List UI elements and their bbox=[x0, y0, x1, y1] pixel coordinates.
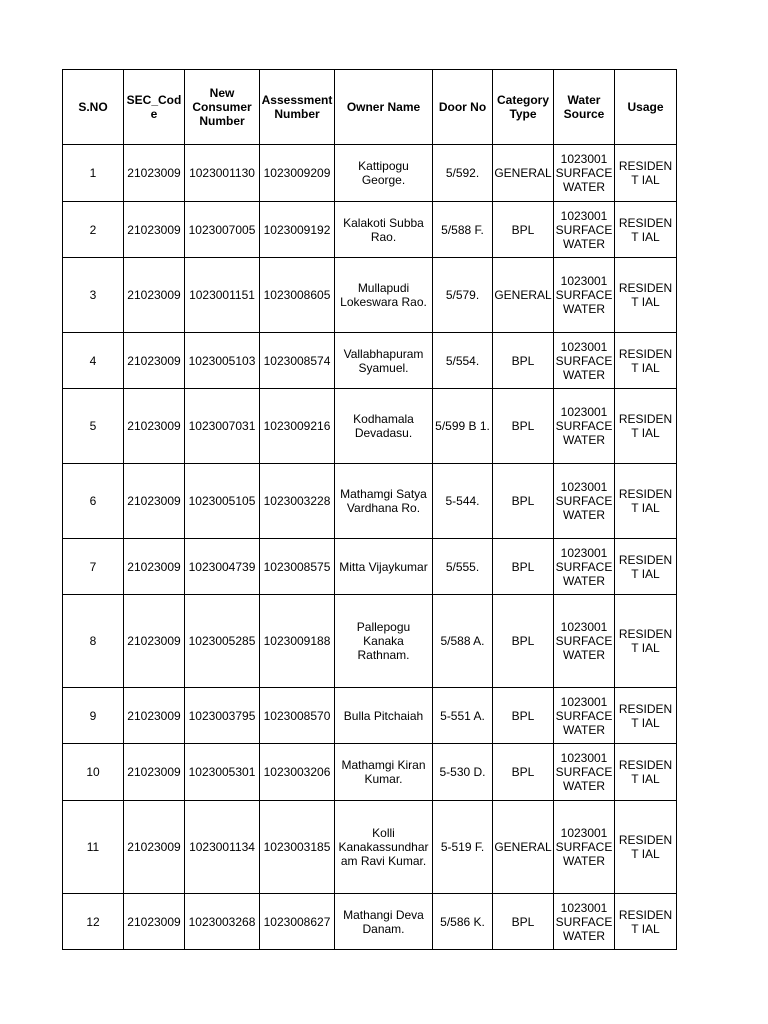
header-assessment-number: Assessment Number bbox=[260, 70, 335, 145]
sec-code-cell: 21023009 bbox=[124, 801, 185, 894]
sec-code-cell: 21023009 bbox=[124, 145, 185, 202]
sno-cell: 7 bbox=[63, 539, 124, 595]
usage-cell: RESIDENT IAL bbox=[615, 145, 677, 202]
water-source-cell: 1023001 SURFACE WATER bbox=[554, 801, 615, 894]
assessment-number-cell: 1023008570 bbox=[260, 688, 335, 744]
usage-cell: RESIDENT IAL bbox=[615, 801, 677, 894]
water-source-cell: 1023001 SURFACE WATER bbox=[554, 202, 615, 258]
usage-cell: RESIDENT IAL bbox=[615, 894, 677, 950]
sec-code-cell: 21023009 bbox=[124, 464, 185, 539]
table-row bbox=[63, 688, 677, 744]
assessment-number-cell: 1023009192 bbox=[260, 202, 335, 258]
door-no-cell: 5/592. bbox=[433, 145, 493, 202]
usage-cell: RESIDENT IAL bbox=[615, 389, 677, 464]
door-no-cell: 5-551 A. bbox=[433, 688, 493, 744]
sec-code-cell: 21023009 bbox=[124, 744, 185, 801]
table-row bbox=[63, 539, 677, 595]
header-usage: Usage bbox=[615, 70, 677, 145]
water-source-cell: 1023001 SURFACE WATER bbox=[554, 744, 615, 801]
sec-code-cell: 21023009 bbox=[124, 202, 185, 258]
sno-cell: 5 bbox=[63, 389, 124, 464]
door-no-cell: 5-530 D. bbox=[433, 744, 493, 801]
sno-cell: 3 bbox=[63, 258, 124, 333]
usage-cell: RESIDENT IAL bbox=[615, 258, 677, 333]
table-row bbox=[63, 595, 677, 688]
sec-code-cell: 21023009 bbox=[124, 688, 185, 744]
category-type-cell: BPL bbox=[493, 539, 554, 595]
category-type-cell: BPL bbox=[493, 894, 554, 950]
owner-name-cell: Kattipogu George. bbox=[335, 145, 433, 202]
records-table-container bbox=[62, 69, 676, 949]
category-type-cell: GENERAL bbox=[493, 801, 554, 894]
category-type-cell: BPL bbox=[493, 389, 554, 464]
consumer-number-cell: 1023001130 bbox=[185, 145, 260, 202]
sec-code-cell: 21023009 bbox=[124, 389, 185, 464]
door-no-cell: 5/588 F. bbox=[433, 202, 493, 258]
header-category-type: Category Type bbox=[493, 70, 554, 145]
sno-cell: 9 bbox=[63, 688, 124, 744]
owner-name-cell: Mathamgi Satya Vardhana Ro. bbox=[335, 464, 433, 539]
sno-cell: 10 bbox=[63, 744, 124, 801]
sec-code-cell: 21023009 bbox=[124, 258, 185, 333]
door-no-cell: 5/588 A. bbox=[433, 595, 493, 688]
assessment-number-cell: 1023003185 bbox=[260, 801, 335, 894]
assessment-number-cell: 1023008627 bbox=[260, 894, 335, 950]
sno-cell: 8 bbox=[63, 595, 124, 688]
sec-code-cell: 21023009 bbox=[124, 894, 185, 950]
consumer-number-cell: 1023005105 bbox=[185, 464, 260, 539]
table-row bbox=[63, 894, 677, 950]
header-sno: S.NO bbox=[63, 70, 124, 145]
owner-name-cell: Mathangi Deva Danam. bbox=[335, 894, 433, 950]
table-row bbox=[63, 258, 677, 333]
header-water-source: Water Source bbox=[554, 70, 615, 145]
table-row bbox=[63, 464, 677, 539]
header-door-no: Door No bbox=[433, 70, 493, 145]
usage-cell: RESIDENT IAL bbox=[615, 333, 677, 389]
door-no-cell: 5-544. bbox=[433, 464, 493, 539]
assessment-number-cell: 1023008575 bbox=[260, 539, 335, 595]
assessment-number-cell: 1023009188 bbox=[260, 595, 335, 688]
table-header bbox=[63, 70, 677, 145]
assessment-number-cell: 1023003206 bbox=[260, 744, 335, 801]
sno-cell: 4 bbox=[63, 333, 124, 389]
owner-name-cell: Pallepogu Kanaka Rathnam. bbox=[335, 595, 433, 688]
usage-cell: RESIDENT IAL bbox=[615, 464, 677, 539]
category-type-cell: GENERAL bbox=[493, 258, 554, 333]
consumer-number-cell: 1023003268 bbox=[185, 894, 260, 950]
sec-code-cell: 21023009 bbox=[124, 539, 185, 595]
sec-code-cell: 21023009 bbox=[124, 333, 185, 389]
header-new-consumer-number: New Consumer Number bbox=[185, 70, 260, 145]
water-source-cell: 1023001 SURFACE WATER bbox=[554, 464, 615, 539]
assessment-number-cell: 1023008605 bbox=[260, 258, 335, 333]
header-row bbox=[63, 70, 677, 145]
usage-cell: RESIDENT IAL bbox=[615, 202, 677, 258]
category-type-cell: BPL bbox=[493, 464, 554, 539]
owner-name-cell: Kodhamala Devadasu. bbox=[335, 389, 433, 464]
water-source-cell: 1023001 SURFACE WATER bbox=[554, 688, 615, 744]
table-body bbox=[63, 145, 677, 950]
water-source-cell: 1023001 SURFACE WATER bbox=[554, 258, 615, 333]
water-source-cell: 1023001 SURFACE WATER bbox=[554, 145, 615, 202]
table-row bbox=[63, 744, 677, 801]
door-no-cell: 5-519 F. bbox=[433, 801, 493, 894]
consumer-number-cell: 1023003795 bbox=[185, 688, 260, 744]
door-no-cell: 5/586 K. bbox=[433, 894, 493, 950]
door-no-cell: 5/579. bbox=[433, 258, 493, 333]
category-type-cell: GENERAL bbox=[493, 145, 554, 202]
water-connection-table bbox=[62, 69, 677, 950]
category-type-cell: BPL bbox=[493, 744, 554, 801]
header-owner-name: Owner Name bbox=[335, 70, 433, 145]
consumer-number-cell: 1023001134 bbox=[185, 801, 260, 894]
category-type-cell: BPL bbox=[493, 595, 554, 688]
table-row bbox=[63, 202, 677, 258]
consumer-number-cell: 1023005103 bbox=[185, 333, 260, 389]
category-type-cell: BPL bbox=[493, 202, 554, 258]
water-source-cell: 1023001 SURFACE WATER bbox=[554, 894, 615, 950]
table-row bbox=[63, 801, 677, 894]
water-source-cell: 1023001 SURFACE WATER bbox=[554, 539, 615, 595]
consumer-number-cell: 1023005301 bbox=[185, 744, 260, 801]
consumer-number-cell: 1023007005 bbox=[185, 202, 260, 258]
consumer-number-cell: 1023007031 bbox=[185, 389, 260, 464]
water-source-cell: 1023001 SURFACE WATER bbox=[554, 333, 615, 389]
assessment-number-cell: 1023009209 bbox=[260, 145, 335, 202]
table-row bbox=[63, 145, 677, 202]
sno-cell: 12 bbox=[63, 894, 124, 950]
owner-name-cell: Mitta Vijaykumar bbox=[335, 539, 433, 595]
sno-cell: 1 bbox=[63, 145, 124, 202]
assessment-number-cell: 1023008574 bbox=[260, 333, 335, 389]
usage-cell: RESIDENT IAL bbox=[615, 595, 677, 688]
sec-code-cell: 21023009 bbox=[124, 595, 185, 688]
owner-name-cell: Kolli Kanakassundharam Ravi Kumar. bbox=[335, 801, 433, 894]
category-type-cell: BPL bbox=[493, 688, 554, 744]
category-type-cell: BPL bbox=[493, 333, 554, 389]
owner-name-cell: Vallabhapuram Syamuel. bbox=[335, 333, 433, 389]
door-no-cell: 5/554. bbox=[433, 333, 493, 389]
sno-cell: 2 bbox=[63, 202, 124, 258]
table-row bbox=[63, 333, 677, 389]
water-source-cell: 1023001 SURFACE WATER bbox=[554, 595, 615, 688]
sno-cell: 11 bbox=[63, 801, 124, 894]
consumer-number-cell: 1023004739 bbox=[185, 539, 260, 595]
usage-cell: RESIDENT IAL bbox=[615, 539, 677, 595]
table-row bbox=[63, 389, 677, 464]
door-no-cell: 5/555. bbox=[433, 539, 493, 595]
consumer-number-cell: 1023001151 bbox=[185, 258, 260, 333]
water-source-cell: 1023001 SURFACE WATER bbox=[554, 389, 615, 464]
usage-cell: RESIDENT IAL bbox=[615, 688, 677, 744]
sno-cell: 6 bbox=[63, 464, 124, 539]
usage-cell: RESIDENT IAL bbox=[615, 744, 677, 801]
door-no-cell: 5/599 B 1. bbox=[433, 389, 493, 464]
owner-name-cell: Bulla Pitchaiah bbox=[335, 688, 433, 744]
assessment-number-cell: 1023003228 bbox=[260, 464, 335, 539]
assessment-number-cell: 1023009216 bbox=[260, 389, 335, 464]
header-sec-code: SEC_Code bbox=[124, 70, 185, 145]
owner-name-cell: Kalakoti Subba Rao. bbox=[335, 202, 433, 258]
owner-name-cell: Mullapudi Lokeswara Rao. bbox=[335, 258, 433, 333]
owner-name-cell: Mathamgi Kiran Kumar. bbox=[335, 744, 433, 801]
consumer-number-cell: 1023005285 bbox=[185, 595, 260, 688]
